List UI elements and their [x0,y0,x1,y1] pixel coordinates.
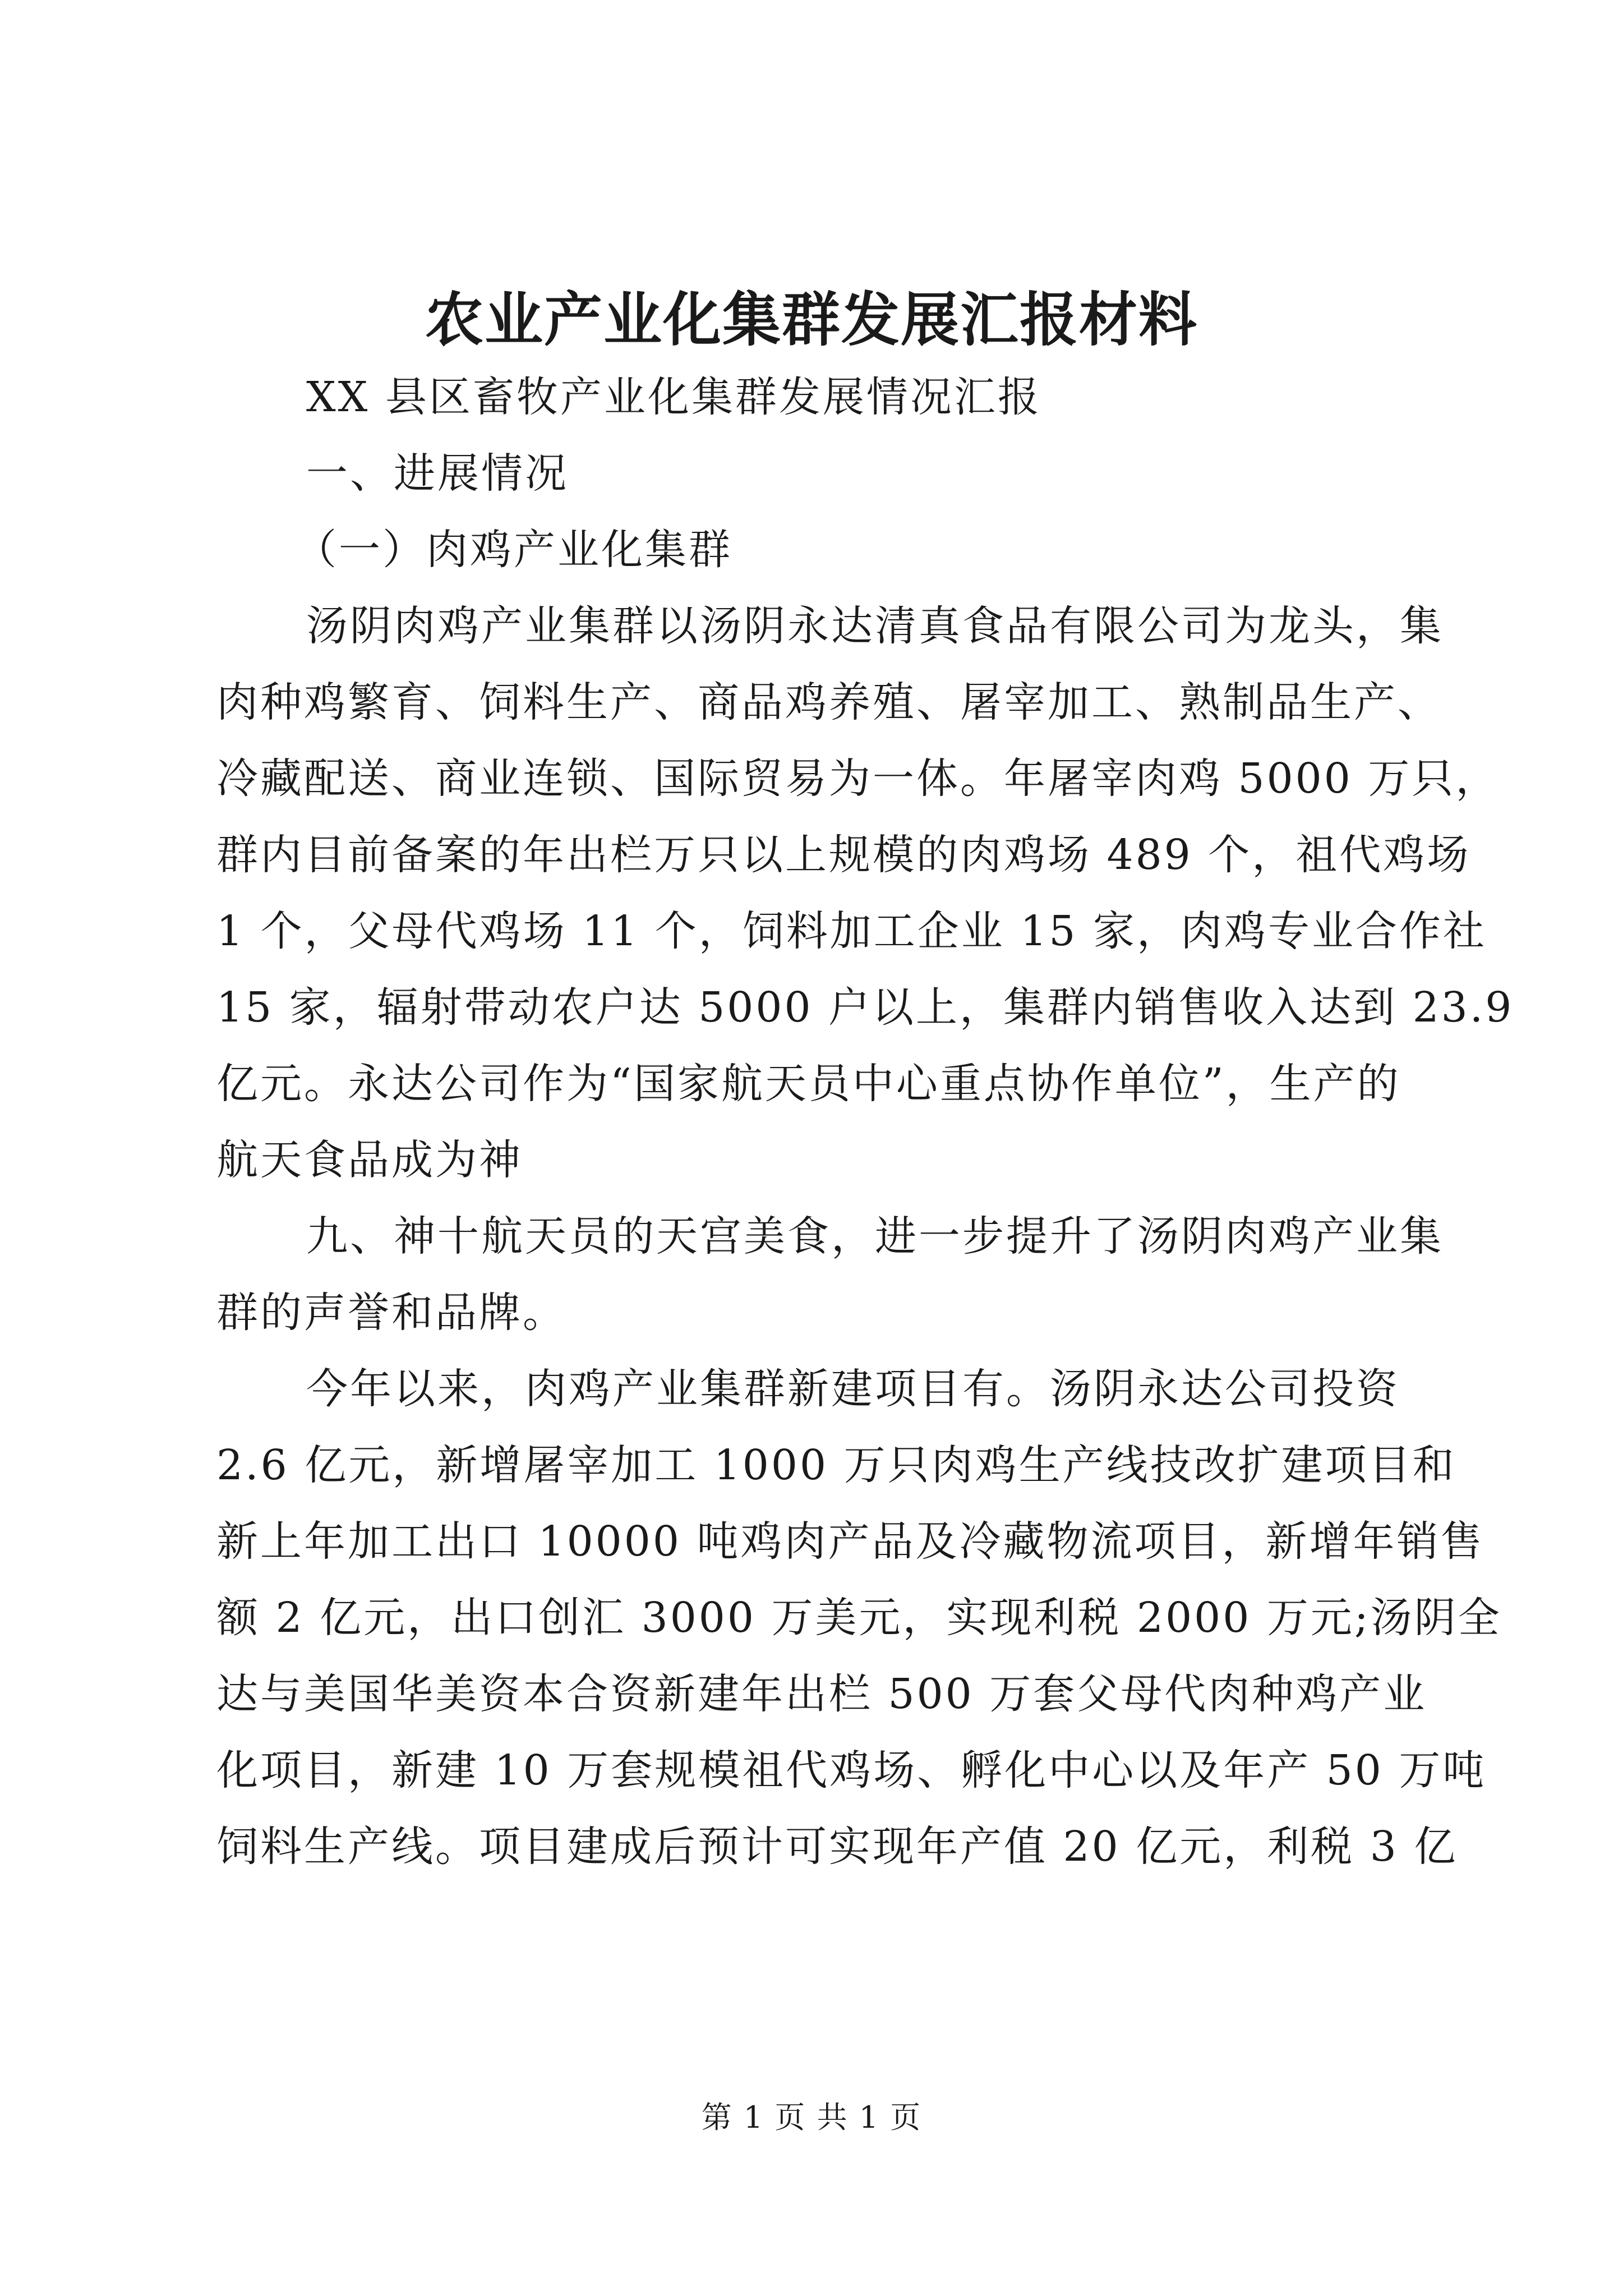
paragraph-line: 航天食品成为神 [216,1136,523,1184]
paragraph-line: 1 个，父母代鸡场 11 个，饲料加工企业 15 家，肉鸡专业合作社 [216,907,1487,955]
paragraph-line: 亿元。永达公司作为“国家航天员中心重点协作单位”，生产的 [216,1060,1401,1108]
paragraph-line: 九、神十航天员的天宫美食，进一步提升了汤阴肉鸡产业集 [306,1212,1444,1260]
paragraph-line: 达与美国华美资本合资新建年出栏 500 万套父母代肉种鸡产业 [216,1670,1427,1718]
paragraph-line: 15 家，辐射带动农户达 5000 户以上，集群内销售收入达到 23.9 [216,983,1514,1032]
section-heading: 一、进展情况 [306,449,569,498]
paragraph-line: 2.6 亿元，新增屠宰加工 1000 万只肉鸡生产线技改扩建项目和 [216,1441,1456,1489]
paragraph-line: 化项目，新建 10 万套规模祖代鸡场、孵化中心以及年产 50 万吨 [216,1746,1487,1795]
paragraph-line: 饲料生产线。项目建成后预计可实现年产值 20 亿元，利税 3 亿 [216,1823,1458,1871]
paragraph-line: 冷藏配送、商业连锁、国际贸易为一体。年屠宰肉鸡 5000 万只， [216,754,1500,803]
document-title: 农业产业化集群发展汇报材料 [425,285,1198,354]
paragraph-line: 肉种鸡繁育、饲料生产、商品鸡养殖、屠宰加工、熟制品生产、 [216,678,1441,726]
document-body [216,359,1514,1885]
paragraph-line: 群内目前备案的年出栏万只以上规模的肉鸡场 489 个，祖代鸡场 [216,831,1471,879]
paragraph-line: 汤阴肉鸡产业集群以汤阴永达清真食品有限公司为龙头，集 [306,602,1444,650]
paragraph-line: 群的声誉和品牌。 [216,1289,566,1337]
report-heading: XX 县区畜牧产业化集群发展情况汇报 [306,373,1041,421]
paragraph-line: 新上年加工出口 10000 吨鸡肉产品及冷藏物流项目，新增年销售 [216,1517,1484,1566]
subsection-heading: （一）肉鸡产业化集群 [295,526,732,574]
paragraph-line: 今年以来，肉鸡产业集群新建项目有。汤阴永达公司投资 [306,1365,1400,1413]
paragraph-line: 额 2 亿元，出口创汇 3000 万美元，实现利税 2000 万元;汤阴全 [216,1594,1502,1642]
page-footer: 第 1 页 共 1 页 [701,2100,922,2135]
